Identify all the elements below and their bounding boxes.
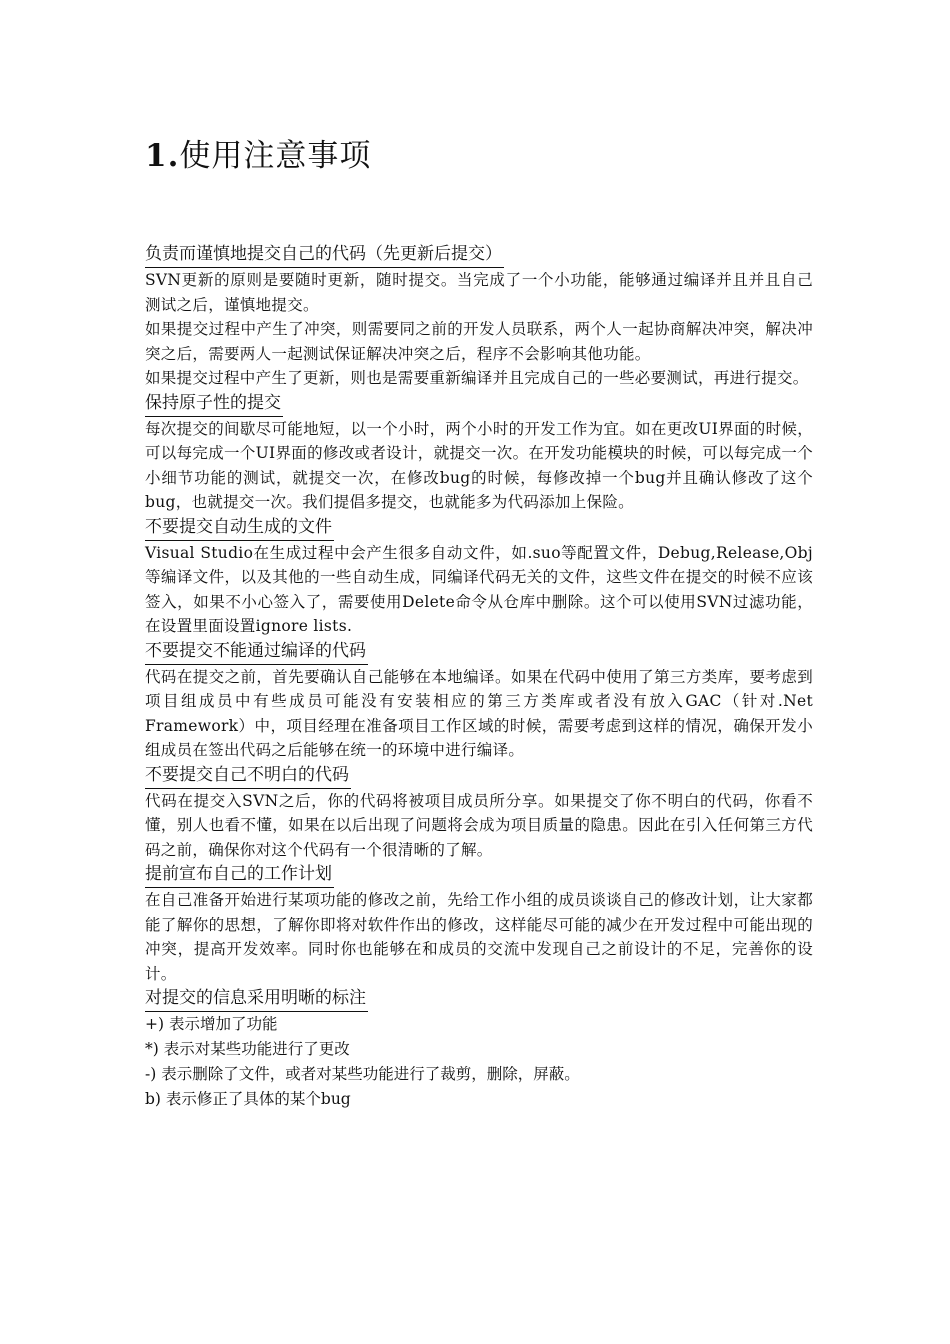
- paragraph: 如果提交过程中产生了冲突，则需要同之前的开发人员联系，两个人一起协商解决冲突，解决冲突之后，需要两人一起测试保证解决冲突之后，程序不会影响其他功能。: [145, 320, 813, 363]
- section-no-unknown-code: [145, 763, 813, 863]
- section-atomic-commit: [145, 391, 813, 515]
- section-commit-carefully: [145, 242, 813, 391]
- paragraph: 代码在提交入SVN之后，你的代码将被项目成员所分享。如果提交了你不明白的代码，你看不懂，别人也看不懂，如果在以后出现了问题将会成为项目质量的隐患。因此在引入任何第三方代码之前，确保你对这个代码有一个很清晰的了解。: [145, 791, 813, 859]
- list-item: -) 表示删除了文件，或者对某些功能进行了裁剪，删除，屏蔽。: [145, 1065, 580, 1083]
- section-heading: 提前宣布自己的工作计划: [145, 862, 334, 888]
- paragraph: 如果提交过程中产生了更新，则也是需要重新编译并且完成自己的一些必要测试，再进行提交。: [145, 369, 809, 387]
- section-no-broken-build: [145, 639, 813, 763]
- paragraph: Visual Studio在生成过程中会产生很多自动文件，如.suo等配置文件，Debug,Release,Obj等编译文件，以及其他的一些自动生成，同编译代码无关的文件，这些文件在提交的时候不应该签入，如果不小心签入了，需要使用Delete命令从仓库中删除。这个可以使用SVN过滤功能，在设置里面设置ignore lists.: [145, 543, 813, 635]
- section-heading: 不要提交自己不明白的代码: [145, 763, 351, 789]
- section-announce-plan: [145, 862, 813, 986]
- paragraph: 代码在提交之前，首先要确认自己能够在本地编译。如果在代码中使用了第三方类库，要考虑到项目组成员中有些成员可能没有安装相应的第三方类库或者没有放入GAC（针对.Net Framework）中，项目经理在准备项目工作区域的时候，需要考虑到这样的情况，确保开发小组成员在签出代码之后能够在统一的环境中进行编译。: [145, 667, 813, 759]
- commit-mark-list: [145, 1012, 813, 1112]
- title-number: 1.: [145, 138, 180, 174]
- paragraph: 在自己准备开始进行某项功能的修改之前，先给工作小组的成员谈谈自己的修改计划，让大家都能了解你的思想，了解你即将对软件作出的修改，这样能尽可能的减少在开发过程中可能出现的冲突，提高开发效率。同时你也能够在和成员的交流中发现自己之前设计的不足，完善你的设计。: [145, 891, 813, 983]
- paragraph: 每次提交的间歇尽可能地短，以一个小时，两个小时的开发工作为宜。如在更改UI界面的时候，可以每完成一个UI界面的修改或者设计，就提交一次。在开发功能模块的时候，可以每完成一个小细节功能的测试，就提交一次，在修改bug的时候，每修改掉一个bug并且确认修改了这个bug，也就提交一次。我们提倡多提交，也就能多为代码添加上保险。: [145, 419, 813, 511]
- section-heading: 对提交的信息采用明晰的标注: [145, 986, 368, 1012]
- paragraph: SVN更新的原则是要随时更新，随时提交。当完成了一个小功能，能够通过编译并且并且自己测试之后，谨慎地提交。: [145, 271, 813, 314]
- section-heading: 不要提交不能通过编译的代码: [145, 639, 368, 665]
- list-item: *) 表示对某些功能进行了更改: [145, 1040, 350, 1058]
- page-title: [145, 130, 813, 182]
- document-page: [145, 130, 813, 1112]
- section-heading: 负责而谨慎地提交自己的代码（先更新后提交）: [145, 242, 504, 268]
- section-heading: 不要提交自动生成的文件: [145, 515, 334, 541]
- list-item: +) 表示增加了功能: [145, 1015, 278, 1033]
- title-text: 使用注意事项: [179, 138, 372, 174]
- list-item: b) 表示修正了具体的某个bug: [145, 1090, 351, 1108]
- section-commit-message-marks: [145, 986, 813, 1112]
- section-no-generated-files: [145, 515, 813, 639]
- section-heading: 保持原子性的提交: [145, 391, 283, 417]
